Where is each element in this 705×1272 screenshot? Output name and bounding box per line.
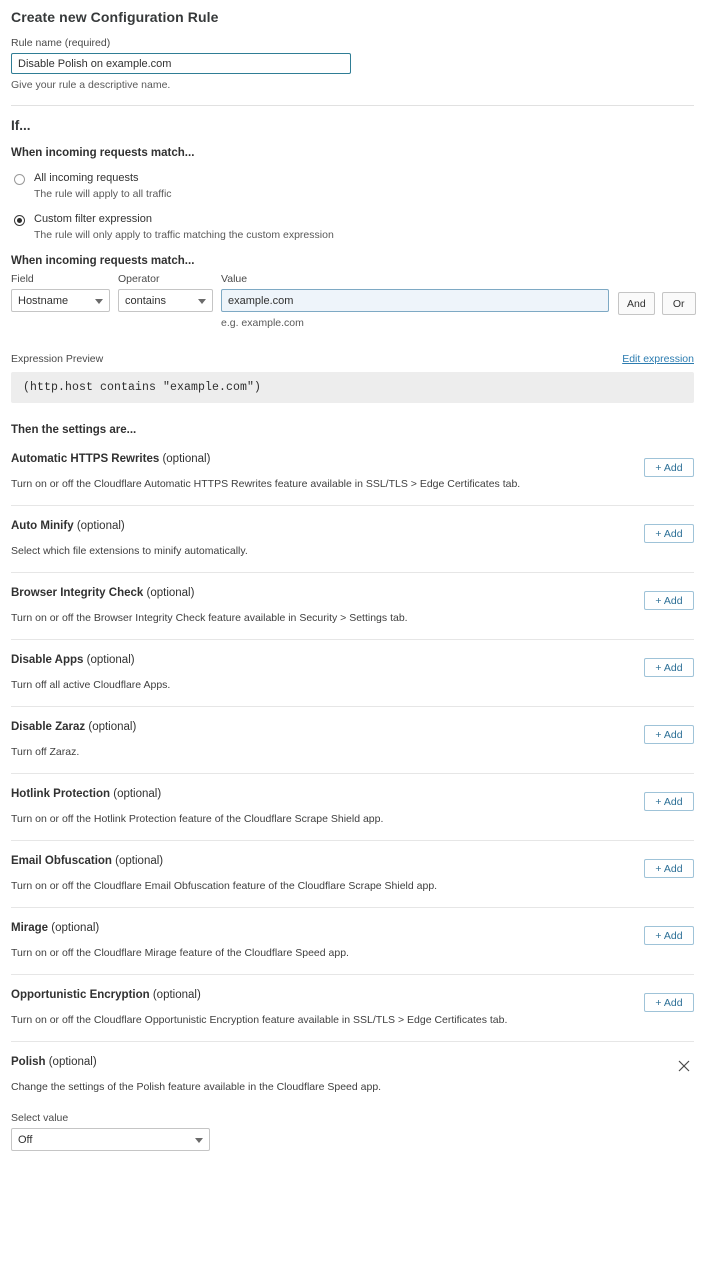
setting-name: Polish — [11, 1056, 46, 1068]
setting-name: Automatic HTTPS Rewrites — [11, 453, 160, 465]
setting-description: Turn off Zaraz. — [11, 746, 80, 758]
operator-column — [118, 273, 213, 312]
setting-polish — [11, 1041, 694, 1173]
setting-description: Turn on or off the Hotlink Protection feature of the Cloudflare Scrape Shield app. — [11, 813, 384, 825]
value-column — [221, 273, 609, 329]
add-button[interactable]: + Add — [644, 591, 694, 610]
setting-opportunistic-encryption — [11, 974, 694, 1041]
chevron-down-icon — [95, 299, 103, 304]
radio-custom-filter-expression[interactable] — [11, 213, 694, 241]
setting-description: Turn on or off the Cloudflare Email Obfuscation feature of the Cloudflare Scrape Shield app. — [11, 880, 438, 892]
setting-optional: (optional) — [48, 1056, 97, 1068]
setting-email-obfuscation — [11, 840, 694, 907]
setting-mirage — [11, 907, 694, 974]
setting-disable-apps — [11, 639, 694, 706]
setting-name: Disable Zaraz — [11, 721, 86, 733]
add-button[interactable]: + Add — [644, 725, 694, 744]
add-button[interactable]: + Add — [644, 993, 694, 1012]
setting-optional: (optional) — [162, 453, 211, 465]
setting-name: Auto Minify — [11, 520, 74, 532]
settings-list — [11, 440, 694, 1173]
setting-name: Opportunistic Encryption — [11, 989, 150, 1001]
setting-description: Turn off all active Cloudflare Apps. — [11, 679, 171, 691]
and-button[interactable]: And — [618, 292, 655, 315]
chevron-down-icon — [198, 299, 206, 304]
setting-title — [11, 922, 694, 934]
radio-label: Custom filter expression — [34, 213, 152, 225]
setting-title — [11, 855, 694, 867]
setting-optional: (optional) — [76, 520, 125, 532]
setting-optional: (optional) — [86, 654, 135, 666]
setting-title — [11, 1056, 694, 1068]
expression-preview-label: Expression Preview — [11, 353, 104, 365]
then-heading: Then the settings are... — [11, 424, 137, 436]
setting-title — [11, 788, 694, 800]
setting-auto-minify — [11, 505, 694, 572]
radio-icon-selected[interactable] — [14, 215, 25, 226]
match-heading: When incoming requests match... — [11, 147, 195, 159]
setting-title — [11, 520, 694, 532]
add-button[interactable]: + Add — [644, 792, 694, 811]
page-title: Create new Configuration Rule — [11, 9, 219, 25]
divider-top — [11, 105, 694, 106]
radio-label: All incoming requests — [34, 172, 139, 184]
setting-description: Change the settings of the Polish feature available in the Cloudflare Speed app. — [11, 1081, 382, 1093]
rule-name-field — [11, 37, 694, 91]
setting-optional: (optional) — [88, 721, 137, 733]
setting-title — [11, 453, 694, 465]
filter-heading: When incoming requests match... — [11, 255, 195, 267]
setting-title — [11, 654, 694, 666]
setting-name: Email Obfuscation — [11, 855, 112, 867]
radio-all-incoming-requests[interactable] — [11, 172, 694, 200]
and-or-buttons — [618, 273, 696, 315]
field-select-value: Hostname — [18, 294, 69, 307]
radio-icon[interactable] — [14, 174, 25, 185]
polish-select-label: Select value — [11, 1112, 69, 1124]
setting-optional: (optional) — [146, 587, 195, 599]
operator-select-value: contains — [125, 294, 166, 307]
expression-preview-box: (http.host contains "example.com") — [11, 372, 694, 403]
radio-description: The rule will apply to all traffic — [34, 188, 172, 200]
value-input[interactable] — [221, 289, 609, 312]
rule-name-hint: Give your rule a descriptive name. — [11, 79, 171, 91]
polish-value-select-value: Off — [18, 1133, 33, 1146]
polish-value-select[interactable] — [11, 1128, 210, 1151]
setting-description: Turn on or off the Cloudflare Mirage feature of the Cloudflare Speed app. — [11, 947, 349, 959]
setting-hotlink-protection — [11, 773, 694, 840]
operator-label: Operator — [118, 273, 160, 285]
add-button[interactable]: + Add — [644, 859, 694, 878]
chevron-down-icon — [195, 1138, 203, 1143]
add-button[interactable]: + Add — [644, 524, 694, 543]
operator-select[interactable] — [118, 289, 213, 312]
setting-optional: (optional) — [113, 788, 162, 800]
rule-name-label: Rule name (required) — [11, 37, 111, 49]
setting-description: Select which file extensions to minify automatically. — [11, 545, 248, 557]
setting-optional: (optional) — [152, 989, 201, 1001]
setting-name: Mirage — [11, 922, 49, 934]
radio-description: The rule will only apply to traffic matching the custom expression — [34, 229, 334, 241]
edit-expression-link[interactable]: Edit expression — [622, 353, 694, 365]
setting-title — [11, 721, 694, 733]
add-button[interactable]: + Add — [644, 926, 694, 945]
filter-builder-row — [11, 273, 694, 329]
setting-description: Turn on or off the Cloudflare Automatic HTTPS Rewrites feature available in SSL/TLS > Edge Certificates tab. — [11, 478, 521, 490]
setting-name: Browser Integrity Check — [11, 587, 144, 599]
field-column — [11, 273, 110, 312]
add-button[interactable]: + Add — [644, 658, 694, 677]
setting-title — [11, 587, 694, 599]
field-label: Field — [11, 273, 34, 285]
value-hint: e.g. example.com — [221, 317, 304, 329]
expression-preview-header — [11, 353, 694, 365]
rule-name-input[interactable] — [11, 53, 351, 74]
setting-description: Turn on or off the Cloudflare Opportunistic Encryption feature available in SSL/TLS > Edge Certificates tab. — [11, 1014, 508, 1026]
close-icon[interactable] — [677, 1059, 691, 1073]
setting-browser-integrity-check — [11, 572, 694, 639]
setting-optional: (optional) — [51, 922, 100, 934]
if-section-heading: If... — [11, 118, 31, 133]
configuration-rule-form — [0, 9, 705, 1173]
setting-name: Hotlink Protection — [11, 788, 111, 800]
add-button[interactable]: + Add — [644, 458, 694, 477]
setting-disable-zaraz — [11, 706, 694, 773]
setting-description: Turn on or off the Browser Integrity Check feature available in Security > Settings tab. — [11, 612, 408, 624]
setting-title — [11, 989, 694, 1001]
field-select[interactable] — [11, 289, 110, 312]
setting-name: Disable Apps — [11, 654, 84, 666]
setting-automatic-https-rewrites — [11, 440, 694, 505]
value-label: Value — [221, 273, 248, 285]
setting-optional: (optional) — [115, 855, 164, 867]
or-button[interactable]: Or — [662, 292, 696, 315]
